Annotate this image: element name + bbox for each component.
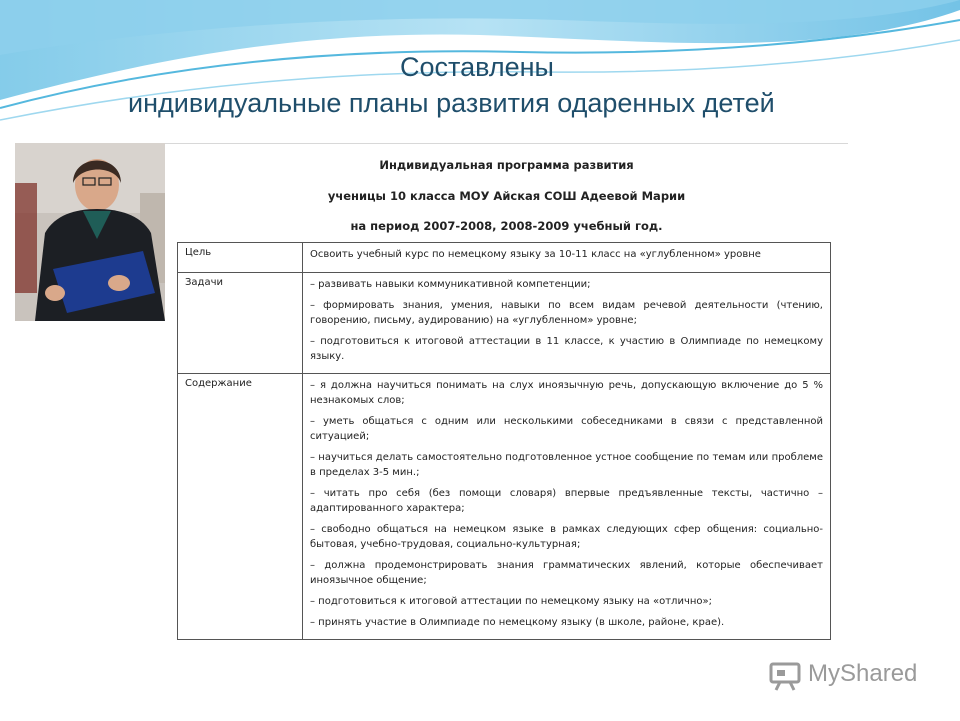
document-heading-line3: на период 2007-2008, 2008-2009 учебный год. <box>350 219 663 233</box>
list-item: – принять участие в Олимпиаде по немецкому языку (в школе, районе, крае). <box>310 617 725 628</box>
list-item: – развивать навыки коммуникативной компетенции; <box>310 279 591 290</box>
slide-title-line2: индивидуальные планы развития одаренных детей <box>128 88 775 118</box>
list-item: – формировать знания, умения, навыки по всем видам речевой деятельности (чтению, говорению, письму, аудированию) на «углубленном» уровне; <box>310 300 823 326</box>
row-label: Содержание <box>178 374 303 640</box>
row-label: Цель <box>178 243 303 273</box>
document-heading-line1: Индивидуальная программа развития <box>379 158 634 172</box>
table-row <box>178 374 831 640</box>
list-item: Освоить учебный курс по немецкому языку за 10-11 класс на «углубленном» уровне <box>310 249 761 260</box>
plan-table <box>177 242 831 640</box>
watermark-text: MyShared <box>808 660 918 687</box>
student-photo <box>15 143 165 321</box>
row-label: Задачи <box>178 273 303 374</box>
list-item: – подготовиться к итоговой аттестации по немецкому языку на «отлично»; <box>310 596 712 607</box>
list-item: – подготовиться к итоговой аттестации в 11 классе, к участию в Олимпиаде по немецкому языку. <box>310 336 823 362</box>
row-content <box>303 273 831 374</box>
list-item: – уметь общаться с одним или несколькими собеседниками в связи с представленной ситуацией; <box>310 416 823 442</box>
development-plan-document <box>165 143 848 721</box>
list-item: – должна продемонстрировать знания грамматических явлений, которые обеспечивает иноязычное общение; <box>310 560 823 586</box>
slide-title-line1: Составлены <box>400 52 554 82</box>
list-item: – свободно общаться на немецком языке в рамках следующих сфер общения: социально-бытовая, учебно-трудовая, социально-культурная; <box>310 524 823 550</box>
projector-icon <box>768 658 804 692</box>
row-content <box>303 374 831 640</box>
list-item: – читать про себя (без помощи словаря) впервые предъявленные тексты, частично – адаптированного характера; <box>310 488 823 514</box>
list-item: – я должна научиться понимать на слух иноязычную речь, допускающую включение до 5 % незнакомых слов; <box>310 380 823 406</box>
table-row <box>178 243 831 273</box>
document-heading-line2: ученицы 10 класса МОУ Айская СОШ Адеевой Марии <box>327 189 686 203</box>
table-row <box>178 273 831 374</box>
row-content <box>303 243 831 273</box>
list-item: – научиться делать самостоятельно подготовленное устное сообщение по темам или проблеме в пределах 3-5 мин.; <box>310 452 823 478</box>
myshared-watermark <box>768 658 938 694</box>
